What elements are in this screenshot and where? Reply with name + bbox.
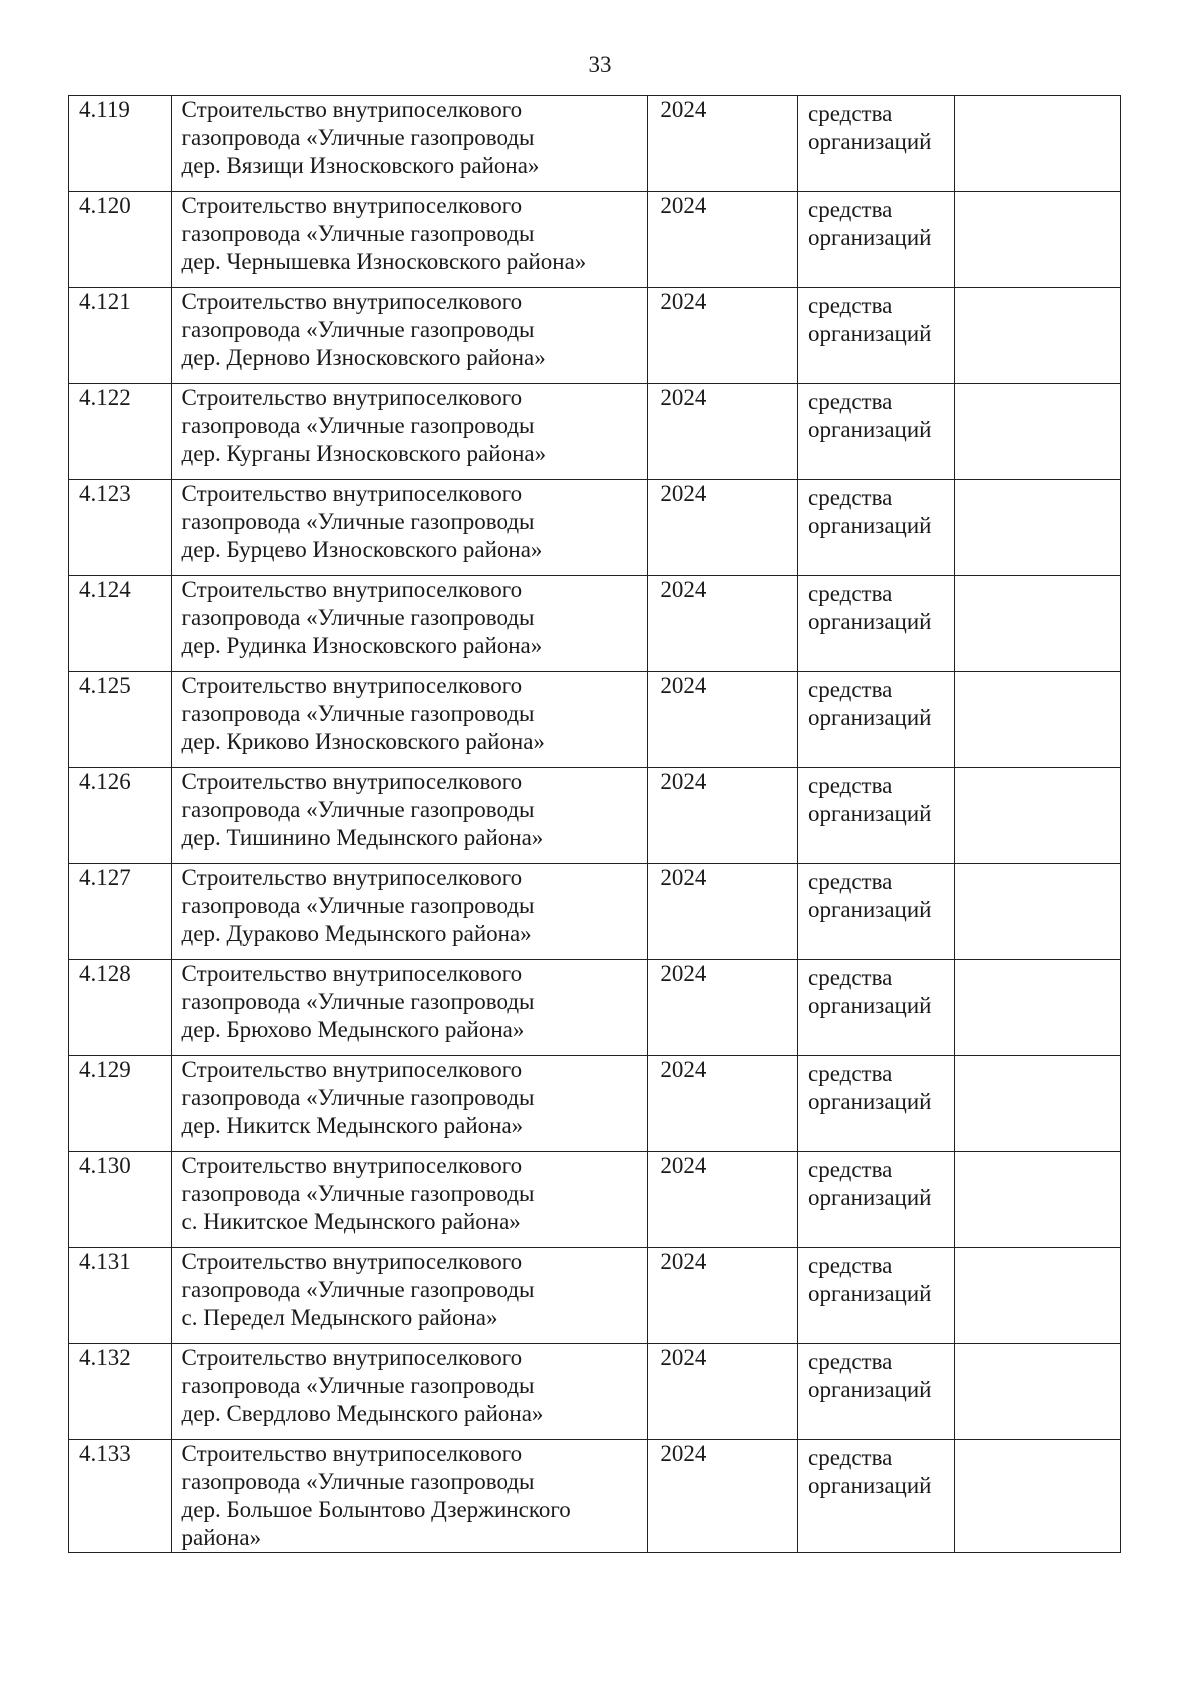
implementation-year: 2024: [648, 1152, 798, 1248]
funding-source: [798, 384, 955, 480]
page-number: 33: [588, 52, 612, 77]
project-name: [171, 672, 648, 768]
project-name: [171, 192, 648, 288]
funding-source-line: средства: [808, 1061, 893, 1086]
program-table: [68, 95, 1121, 1553]
project-name-line: газопровода «Уличные газопроводы: [181, 1373, 535, 1398]
project-name-line: Строительство внутрипоселкового: [181, 865, 523, 890]
row-number: 4.131: [69, 1248, 172, 1344]
funding-source-line: организаций: [808, 1185, 932, 1210]
table-row: [69, 1440, 1121, 1553]
table-row: [69, 192, 1121, 288]
funding-source-line: средства: [808, 197, 893, 222]
funding-source: [798, 1344, 955, 1440]
project-name: [171, 1056, 648, 1152]
project-name-line: газопровода «Уличные газопроводы: [181, 701, 535, 726]
implementation-year: 2024: [648, 1056, 798, 1152]
project-name-line: Строительство внутрипоселкового: [181, 1441, 523, 1466]
project-name-line: газопровода «Уличные газопроводы: [181, 1181, 535, 1206]
funding-source: [798, 96, 955, 192]
project-name-line: Строительство внутрипоселкового: [181, 673, 523, 698]
project-name-line: Строительство внутрипоселкового: [181, 1345, 523, 1370]
project-name: [171, 480, 648, 576]
implementation-year: 2024: [648, 672, 798, 768]
project-name-line: Строительство внутрипоселкового: [181, 481, 523, 506]
empty-cell: [954, 192, 1120, 288]
project-name: [171, 288, 648, 384]
row-number: 4.123: [69, 480, 172, 576]
row-number: 4.129: [69, 1056, 172, 1152]
table-row: [69, 576, 1121, 672]
table-row: [69, 672, 1121, 768]
empty-cell: [954, 1056, 1120, 1152]
row-number: 4.119: [69, 96, 172, 192]
funding-source-line: организаций: [808, 609, 932, 634]
funding-source: [798, 1056, 955, 1152]
project-name-line: Строительство внутрипоселкового: [181, 97, 523, 122]
row-number: 4.125: [69, 672, 172, 768]
funding-source: [798, 480, 955, 576]
project-name-line: газопровода «Уличные газопроводы: [181, 797, 535, 822]
project-name: [171, 768, 648, 864]
project-name-line: дер. Чернышевка Износковского района»: [181, 249, 587, 274]
funding-source-line: организаций: [808, 897, 932, 922]
funding-source-line: организаций: [808, 129, 932, 154]
project-name-line: Строительство внутрипоселкового: [181, 1057, 523, 1082]
row-number: 4.127: [69, 864, 172, 960]
implementation-year: 2024: [648, 384, 798, 480]
row-number: 4.128: [69, 960, 172, 1056]
implementation-year: 2024: [648, 480, 798, 576]
funding-source-line: средства: [808, 677, 893, 702]
funding-source-line: средства: [808, 1253, 893, 1278]
project-name-line: газопровода «Уличные газопроводы: [181, 221, 535, 246]
project-name-line: газопровода «Уличные газопроводы: [181, 317, 535, 342]
row-number: 4.130: [69, 1152, 172, 1248]
project-name-line: дер. Криково Износковского района»: [181, 729, 545, 754]
funding-source: [798, 1152, 955, 1248]
project-name-line: дер. Никитск Медынского района»: [181, 1113, 524, 1138]
implementation-year: 2024: [648, 960, 798, 1056]
funding-source-line: средства: [808, 773, 893, 798]
funding-source-line: организаций: [808, 1377, 932, 1402]
implementation-year: 2024: [648, 192, 798, 288]
funding-source: [798, 672, 955, 768]
project-name: [171, 576, 648, 672]
empty-cell: [954, 576, 1120, 672]
empty-cell: [954, 1344, 1120, 1440]
project-name-line: Строительство внутрипоселкового: [181, 289, 523, 314]
empty-cell: [954, 1248, 1120, 1344]
funding-source-line: средства: [808, 1349, 893, 1374]
implementation-year: 2024: [648, 1344, 798, 1440]
table-row: [69, 1152, 1121, 1248]
project-name-line: Строительство внутрипоселкового: [181, 385, 523, 410]
project-name-line: дер. Дураково Медынского района»: [181, 921, 532, 946]
funding-source-line: средства: [808, 293, 893, 318]
empty-cell: [954, 384, 1120, 480]
row-number: 4.122: [69, 384, 172, 480]
funding-source: [798, 1440, 955, 1553]
implementation-year: 2024: [648, 1248, 798, 1344]
implementation-year: 2024: [648, 1440, 798, 1553]
row-number: 4.133: [69, 1440, 172, 1553]
funding-source-line: средства: [808, 1445, 893, 1470]
project-name: [171, 1344, 648, 1440]
funding-source-line: организаций: [808, 321, 932, 346]
project-name-line: газопровода «Уличные газопроводы: [181, 605, 535, 630]
row-number: 4.120: [69, 192, 172, 288]
funding-source: [798, 1248, 955, 1344]
funding-source: [798, 864, 955, 960]
table-row: [69, 1248, 1121, 1344]
funding-source-line: средства: [808, 965, 893, 990]
funding-source-line: организаций: [808, 513, 932, 538]
funding-source-line: организаций: [808, 993, 932, 1018]
funding-source: [798, 960, 955, 1056]
project-name-line: дер. Курганы Износковского района»: [181, 441, 547, 466]
funding-source-line: организаций: [808, 1281, 932, 1306]
project-name-line: газопровода «Уличные газопроводы: [181, 1277, 535, 1302]
funding-source-line: средства: [808, 101, 893, 126]
project-name-line: газопровода «Уличные газопроводы: [181, 1469, 535, 1494]
empty-cell: [954, 960, 1120, 1056]
empty-cell: [954, 672, 1120, 768]
funding-source-line: средства: [808, 389, 893, 414]
project-name-line: газопровода «Уличные газопроводы: [181, 893, 535, 918]
funding-source-line: организаций: [808, 1473, 932, 1498]
table-row: [69, 1056, 1121, 1152]
project-name-line: газопровода «Уличные газопроводы: [181, 509, 535, 534]
row-number: 4.132: [69, 1344, 172, 1440]
funding-source: [798, 192, 955, 288]
project-name-line: газопровода «Уличные газопроводы: [181, 413, 535, 438]
project-name-line: дер. Брюхово Медынского района»: [181, 1017, 525, 1042]
funding-source-line: организаций: [808, 705, 932, 730]
project-name-line: с. Никитское Медынского района»: [181, 1209, 521, 1234]
funding-source-line: средства: [808, 581, 893, 606]
table-row: [69, 1344, 1121, 1440]
project-name-line: Строительство внутрипоселкового: [181, 769, 523, 794]
table-row: [69, 288, 1121, 384]
project-name-line: газопровода «Уличные газопроводы: [181, 1085, 535, 1110]
project-name-line: дер. Вязищи Износковского района»: [181, 153, 540, 178]
project-name-line: Строительство внутрипоселкового: [181, 577, 523, 602]
table-row: [69, 768, 1121, 864]
implementation-year: 2024: [648, 96, 798, 192]
project-name: [171, 864, 648, 960]
project-name-line: дер. Дерново Износковского района»: [181, 345, 546, 370]
table-row: [69, 480, 1121, 576]
project-name-line: газопровода «Уличные газопроводы: [181, 989, 535, 1014]
empty-cell: [954, 96, 1120, 192]
project-name-line: Строительство внутрипоселкового: [181, 193, 523, 218]
project-name: [171, 1152, 648, 1248]
funding-source: [798, 768, 955, 864]
empty-cell: [954, 1440, 1120, 1553]
project-name-line: дер. Рудинка Износковского района»: [181, 633, 543, 658]
table-row: [69, 960, 1121, 1056]
empty-cell: [954, 768, 1120, 864]
funding-source-line: организаций: [808, 1089, 932, 1114]
empty-cell: [954, 288, 1120, 384]
row-number: 4.121: [69, 288, 172, 384]
table-body: [69, 96, 1121, 1553]
row-number: 4.124: [69, 576, 172, 672]
project-name-line: дер. Большое Болынтово Дзержинского: [181, 1497, 571, 1522]
funding-source-line: организаций: [808, 417, 932, 442]
table-row: [69, 864, 1121, 960]
table-row: [69, 96, 1121, 192]
funding-source: [798, 576, 955, 672]
empty-cell: [954, 1152, 1120, 1248]
project-name-line: газопровода «Уличные газопроводы: [181, 125, 535, 150]
table-row: [69, 384, 1121, 480]
project-name-line: дер. Бурцево Износковского района»: [181, 537, 543, 562]
project-name-line: Строительство внутрипоселкового: [181, 1153, 523, 1178]
project-name-line: с. Передел Медынского района»: [181, 1305, 498, 1330]
project-name: [171, 1248, 648, 1344]
empty-cell: [954, 480, 1120, 576]
project-name-line: Строительство внутрипоселкового: [181, 961, 523, 986]
project-name-line: дер. Тишинино Медынского района»: [181, 825, 544, 850]
funding-source: [798, 288, 955, 384]
funding-source-line: средства: [808, 485, 893, 510]
implementation-year: 2024: [648, 576, 798, 672]
empty-cell: [954, 864, 1120, 960]
implementation-year: 2024: [648, 288, 798, 384]
implementation-year: 2024: [648, 864, 798, 960]
project-name: [171, 960, 648, 1056]
funding-source-line: организаций: [808, 225, 932, 250]
project-name-line: дер. Свердлово Медынского района»: [181, 1401, 544, 1426]
project-name-line: Строительство внутрипоселкового: [181, 1249, 523, 1274]
funding-source-line: средства: [808, 1157, 893, 1182]
implementation-year: 2024: [648, 768, 798, 864]
project-name: [171, 1440, 648, 1553]
funding-source-line: средства: [808, 869, 893, 894]
project-name: [171, 384, 648, 480]
project-name: [171, 96, 648, 192]
project-name-line: района»: [181, 1525, 262, 1550]
funding-source-line: организаций: [808, 801, 932, 826]
row-number: 4.126: [69, 768, 172, 864]
